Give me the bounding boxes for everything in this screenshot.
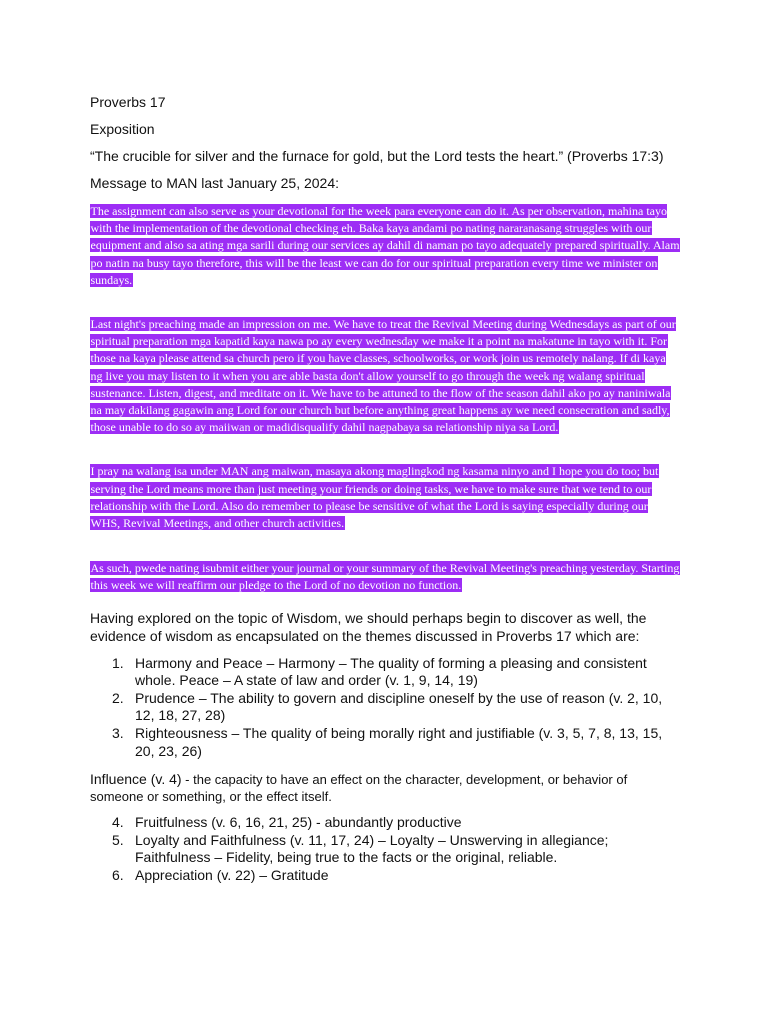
- document-subtitle: Exposition: [90, 121, 155, 137]
- list-number: 1.: [112, 654, 124, 671]
- list-number: 5.: [112, 831, 124, 848]
- themes-list: [90, 655, 680, 761]
- list-item: [90, 832, 680, 867]
- list-item: [90, 725, 680, 760]
- key-verse: “The crucible for silver and the furnace for gold, but the Lord tests the heart.” (Proverbs 17:3): [90, 148, 664, 164]
- influence-definition: [90, 771, 680, 805]
- highlighted-text: I pray na walang isa under MAN ang maiwan, masaya akong maglingkod ng kasama ninyo and I hope you do too; but serving the Lord means more than just meeting your friends or doing tasks, we have to make sure that we tend to our relationship with the Lord. Also do remember to please be sensitive of what the Lord is saying especially during our WHS, Revival Meetings, and other church activities.: [90, 464, 659, 531]
- influence-term: Influence (v. 4): [90, 771, 182, 788]
- list-item-text: Harmony and Peace – Harmony – The quality of forming a pleasing and consistent whole. Peace – A state of law and order (v. 1, 9, 14, 19): [135, 654, 647, 689]
- list-number: 2.: [112, 689, 124, 706]
- highlighted-paragraph: [90, 463, 680, 532]
- intro-paragraph: Having explored on the topic of Wisdom, we should perhaps begin to discover as well, the evidence of wisdom as encapsulated on the themes discussed in Proverbs 17 which are:: [90, 609, 647, 644]
- highlighted-paragraph: [90, 316, 680, 436]
- list-item: [90, 867, 680, 885]
- document-title: Proverbs 17: [90, 94, 166, 110]
- message-heading: Message to MAN last January 25, 2024:: [90, 175, 340, 191]
- highlighted-text: Last night's preaching made an impression on me. We have to treat the Revival Meeting during Wednesdays as part of our spiritual preparation mga kapatid kaya nawa po ay every wednesday we make it a point na makatune in tayo with it. For those na kaya please attend sa church pero if you have classes, schoolworks, or work join us remotely nalang. If di kaya ng live you may listen to it when you are able basta don't allow yourself to go through the week ng walang spiritual sustenance. Listen, digest, and meditate on it. We have to be attuned to the flow of the season dahil ako po ay naniniwala na may dakilang gagawin ang Lord for our church but before anything great happens ay we need consecration and sadly, those unable to do so ay maiiwan or madidisqualify dahil nagpabaya sa relationship niya sa Lord.: [90, 317, 676, 435]
- document-body: [90, 93, 680, 885]
- list-item-text: Fruitfulness (v. 6, 16, 21, 25) - abundantly productive: [135, 814, 462, 831]
- highlighted-paragraph: [90, 560, 680, 594]
- list-item-text: Prudence – The ability to govern and discipline oneself by the use of reason (v. 2, 10, 12, 18, 27, 28): [135, 689, 663, 724]
- list-number: 3.: [112, 725, 124, 742]
- highlighted-text: As such, pwede nating isubmit either your journal or your summary of the Revival Meeting's preaching yesterday. Starting this week we will reaffirm our pledge to the Lord of no devotion no function.: [90, 561, 680, 593]
- themes-list-continued: [90, 814, 680, 884]
- list-item: [90, 655, 680, 690]
- list-item: [90, 690, 680, 725]
- list-item-text: Appreciation (v. 22) – Gratitude: [135, 867, 329, 883]
- list-number: 4.: [112, 814, 124, 831]
- highlighted-paragraph: [90, 203, 680, 289]
- list-item-text: Loyalty and Faithfulness (v. 11, 17, 24) – Loyalty – Unswerving in allegiance; Faithfulness – Fidelity, being true to the facts or the original, reliable.: [135, 831, 609, 866]
- influence-text: - the capacity to have an effect on the character, development, or behavior of someone or something, or the effect itself.: [90, 772, 628, 805]
- list-item: [90, 814, 680, 832]
- list-item-text: Righteousness – The quality of being morally right and justifiable (v. 3, 5, 7, 8, 13, 15, 20, 23, 26): [135, 725, 663, 759]
- list-number: 6.: [112, 867, 124, 883]
- highlighted-text: The assignment can also serve as your devotional for the week para everyone can do it. As per observation, mahina tayo with the implementation of the devotional checking eh. Baka kaya andami po nating nararanasang struggles with our equipment and also sa ating mga sarili during our services ay dahil di naman po tayo adequately prepared spiritually. Alam po natin na busy tayo therefore, this will be the least we can do for our spiritual preparation every time we minister on sundays.: [90, 204, 680, 287]
